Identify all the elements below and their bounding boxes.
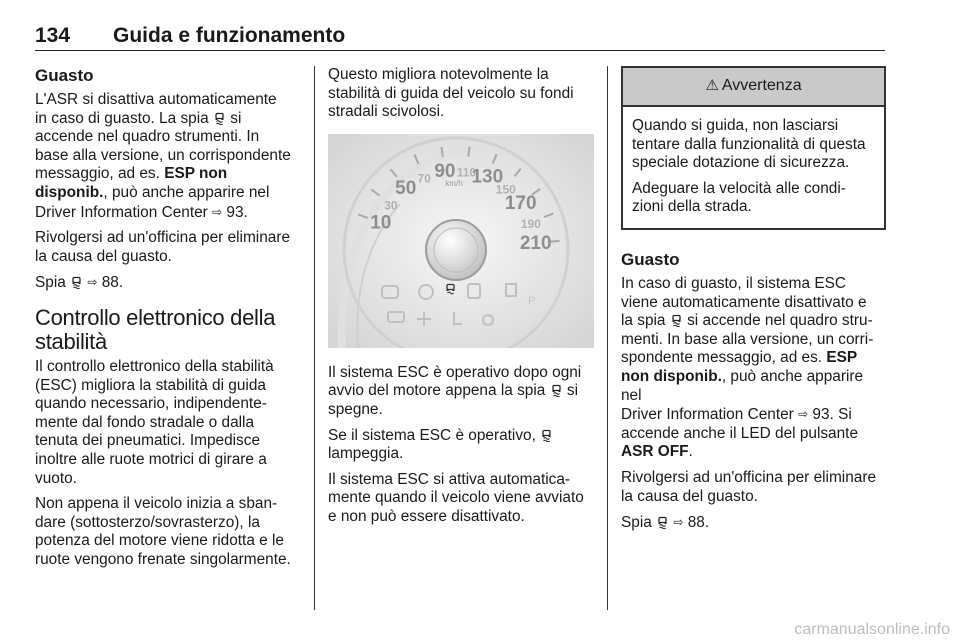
esc-skid-icon: [541, 429, 552, 442]
esc-skid-icon: [657, 516, 668, 529]
paragraph: Rivolgersi ad un'officina per eliminare la causa del guasto.: [621, 468, 877, 505]
instrument-cluster-illustration: [328, 134, 594, 348]
page-reference[interactable]: 88.: [687, 514, 710, 532]
speed-label: 70: [417, 171, 431, 186]
warning-triangle-icon: ⚠: [705, 77, 719, 95]
page-reference-arrow-icon: ⇨: [87, 275, 98, 290]
paragraph: Quando si guida, non lasciarsi tentare dalla funzionalità di questa speciale dotazione di sicurezza.: [632, 117, 866, 172]
text: .: [688, 443, 693, 461]
text: lampeggia.: [328, 445, 404, 463]
page-reference[interactable]: 88.: [101, 274, 124, 292]
speed-unit: km/h: [445, 178, 463, 188]
esc-skid-icon: [71, 276, 82, 289]
text: , può anche apparire nel Driver Information Center: [621, 367, 864, 424]
page-reference-arrow-icon: ⇨: [673, 515, 684, 530]
paragraph: [621, 513, 886, 533]
lamp-label: P: [528, 294, 536, 307]
page-number: 134: [35, 24, 71, 47]
footer-watermark: carmanualsonline.info: [794, 621, 950, 638]
speed-label: 50: [395, 177, 417, 199]
column-2: [328, 66, 594, 534]
running-title: Guida e funzionamento: [113, 24, 346, 47]
paragraph: [35, 91, 303, 222]
speed-label: 190: [520, 216, 541, 231]
text: si spegne.: [328, 382, 579, 418]
warning-box: [621, 66, 886, 230]
paragraph: [621, 275, 886, 462]
text: L'ASR si disattiva automaticamente in caso di guasto. La spia: [35, 91, 277, 127]
section-heading-esc: Controllo elettronico della stabilità: [35, 304, 276, 354]
column-divider: [607, 66, 608, 610]
column-divider: [314, 66, 315, 610]
page-reference[interactable]: 93.: [812, 406, 834, 424]
esc-skid-icon: [551, 384, 562, 397]
speed-label: 90: [434, 160, 456, 182]
column-3: [621, 66, 886, 540]
text: Spia: [621, 514, 652, 532]
warning-body: [623, 107, 884, 228]
speed-label: 10: [370, 212, 392, 234]
bold-button-name: ASR OFF: [621, 443, 689, 461]
text: Spia: [35, 274, 66, 292]
speed-label: 110: [456, 165, 477, 180]
section-heading-guasto: Guasto: [35, 66, 94, 85]
speed-label: 130: [471, 166, 504, 188]
paragraph: Non appena il veicolo inizia a sban- dare (sottosterzo/sovrasterzo), la potenza del motore viene ridotta e le ruote vengono frenate singolarmente.: [35, 495, 291, 568]
paragraph: Adeguare la velocità alle condi- zioni della strada.: [632, 179, 846, 216]
text: Il sistema ESC è operativo dopo ogni avvio del motore appena la spia: [328, 363, 582, 400]
speedometer-svg: [328, 134, 594, 348]
page-reference[interactable]: 93.: [226, 203, 248, 221]
text: si accende nel quadro strumenti. In base alla versione, un corrispondente messaggio, ad es.: [35, 109, 291, 183]
page-reference-arrow-icon: ⇨: [212, 204, 223, 219]
page-header: [35, 22, 885, 51]
text: In caso di guasto, il sistema ESC viene automaticamente disattivato e la spia: [621, 274, 867, 330]
speed-label: 30: [384, 198, 398, 213]
warning-title: Avvertenza: [721, 77, 802, 95]
paragraph: Rivolgersi ad un'officina per eliminare la causa del guasto.: [35, 229, 291, 265]
section-heading-guasto: Guasto: [621, 249, 680, 269]
speed-label: 150: [495, 182, 516, 197]
page-reference-arrow-icon: ⇨: [798, 407, 809, 422]
column-1: [35, 66, 303, 576]
bold-message: ESP non disponib.: [621, 349, 858, 385]
paragraph: [328, 427, 594, 464]
paragraph: Il sistema ESC si attiva automatica- mente quando il veicolo viene avviato e non può essere disattivato.: [328, 470, 584, 525]
speed-tick: [468, 147, 469, 157]
esc-skid-icon: [214, 112, 225, 125]
text: , può anche apparire nel Driver Information Center: [35, 183, 270, 221]
paragraph: [35, 273, 303, 293]
speed-tick: [442, 147, 443, 157]
paragraph: [328, 364, 594, 420]
paragraph: Questo migliora notevolmente la stabilità di guida del veicolo su fondi stradali scivolosi.: [328, 66, 574, 121]
text: Se il sistema ESC è operativo,: [328, 426, 536, 444]
esc-skid-icon: [671, 314, 682, 327]
bold-message: ESP non disponib.: [35, 165, 228, 201]
text: si accende nel quadro stru- menti. In base alla versione, un corri- spondente messaggio, ad es.: [621, 312, 874, 367]
speed-label: 170: [504, 192, 537, 214]
paragraph: Il controllo elettronico della stabilità (ESC) migliora la stabilità di guida quando necessario, indipendente- mente dal fondo stradale o dalla tenuta dei pneumatici. Impedisce inoltre alle ruote motrici di girare a vuoto.: [35, 357, 274, 487]
speed-label: 210: [519, 232, 552, 254]
text: Si accende anche il LED del pulsante: [621, 406, 859, 442]
warning-header: [623, 68, 884, 107]
